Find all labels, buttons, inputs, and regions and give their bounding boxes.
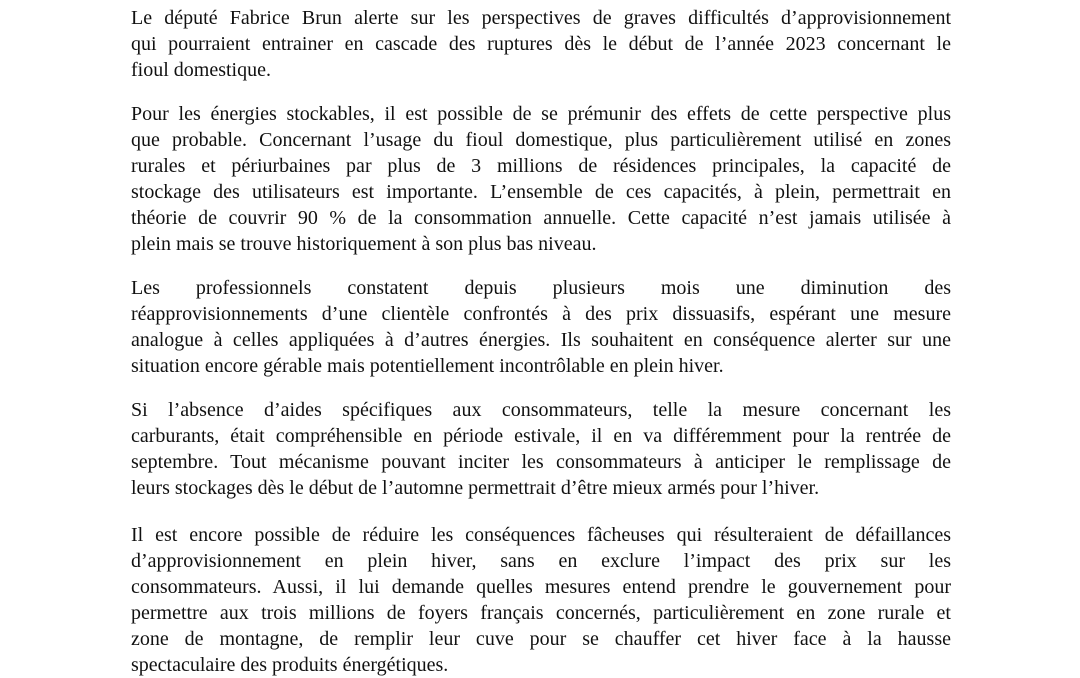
paragraph-line: plein mais se trouve historiquement à son plus bas niveau. bbox=[131, 233, 597, 255]
paragraph-line: rurales et périurbaines par plus de 3 millions de résidences principales, la capacité de bbox=[131, 155, 951, 177]
paragraph-line: carburants, était compréhensible en période estivale, il en va différemment pour la rentrée de bbox=[131, 425, 951, 447]
paragraph-line: d’approvisionnement en plein hiver, sans en exclure l’impact des prix sur les bbox=[131, 550, 951, 572]
paragraph-line: Les professionnels constatent depuis plusieurs mois une diminution des bbox=[131, 277, 951, 299]
paragraph-line: consommateurs. Aussi, il lui demande quelles mesures entend prendre le gouvernement pour bbox=[131, 576, 951, 598]
paragraph-4 bbox=[131, 397, 951, 501]
paragraph-1 bbox=[131, 5, 951, 83]
paragraph-line: qui pourraient entrainer en cascade des ruptures dès le début de l’année 2023 concernant le bbox=[131, 33, 951, 55]
paragraph-line: septembre. Tout mécanisme pouvant inciter les consommateurs à anticiper le remplissage de bbox=[131, 451, 951, 473]
paragraph-line: Le député Fabrice Brun alerte sur les perspectives de graves difficultés d’approvisionnement bbox=[131, 7, 951, 29]
paragraph-2 bbox=[131, 101, 951, 257]
paragraph-line: analogue à celles appliquées à d’autres énergies. Ils souhaitent en conséquence alerter sur une bbox=[131, 329, 951, 351]
paragraph-3 bbox=[131, 275, 951, 379]
paragraph-line: situation encore gérable mais potentiellement incontrôlable en plein hiver. bbox=[131, 355, 724, 377]
paragraph-line: théorie de couvrir 90 % de la consommation annuelle. Cette capacité n’est jamais utilisée à bbox=[131, 207, 951, 229]
paragraph-5 bbox=[131, 522, 951, 678]
paragraph-line: que probable. Concernant l’usage du fioul domestique, plus particulièrement utilisé en zones bbox=[131, 129, 951, 151]
paragraph-line: Pour les énergies stockables, il est possible de se prémunir des effets de cette perspective plus bbox=[131, 103, 951, 125]
paragraph-line: fioul domestique. bbox=[131, 59, 271, 81]
paragraph-line: stockage des utilisateurs est importante. L’ensemble de ces capacités, à plein, permettrait en bbox=[131, 181, 951, 203]
paragraph-line: zone de montagne, de remplir leur cuve pour se chauffer cet hiver face à la hausse bbox=[131, 628, 951, 650]
paragraph-line: réapprovisionnements d’une clientèle confrontés à des prix dissuasifs, espérant une mesure bbox=[131, 303, 951, 325]
paragraph-line: permettre aux trois millions de foyers français concernés, particulièrement en zone rurale et bbox=[131, 602, 951, 624]
paragraph-line: leurs stockages dès le début de l’automne permettrait d’être mieux armés pour l’hiver. bbox=[131, 477, 820, 499]
paragraph-line: spectaculaire des produits énergétiques. bbox=[131, 654, 449, 676]
paragraph-line: Si l’absence d’aides spécifiques aux consommateurs, telle la mesure concernant les bbox=[131, 399, 951, 421]
paragraph-line: Il est encore possible de réduire les conséquences fâcheuses qui résulteraient de défaillances bbox=[131, 524, 951, 546]
